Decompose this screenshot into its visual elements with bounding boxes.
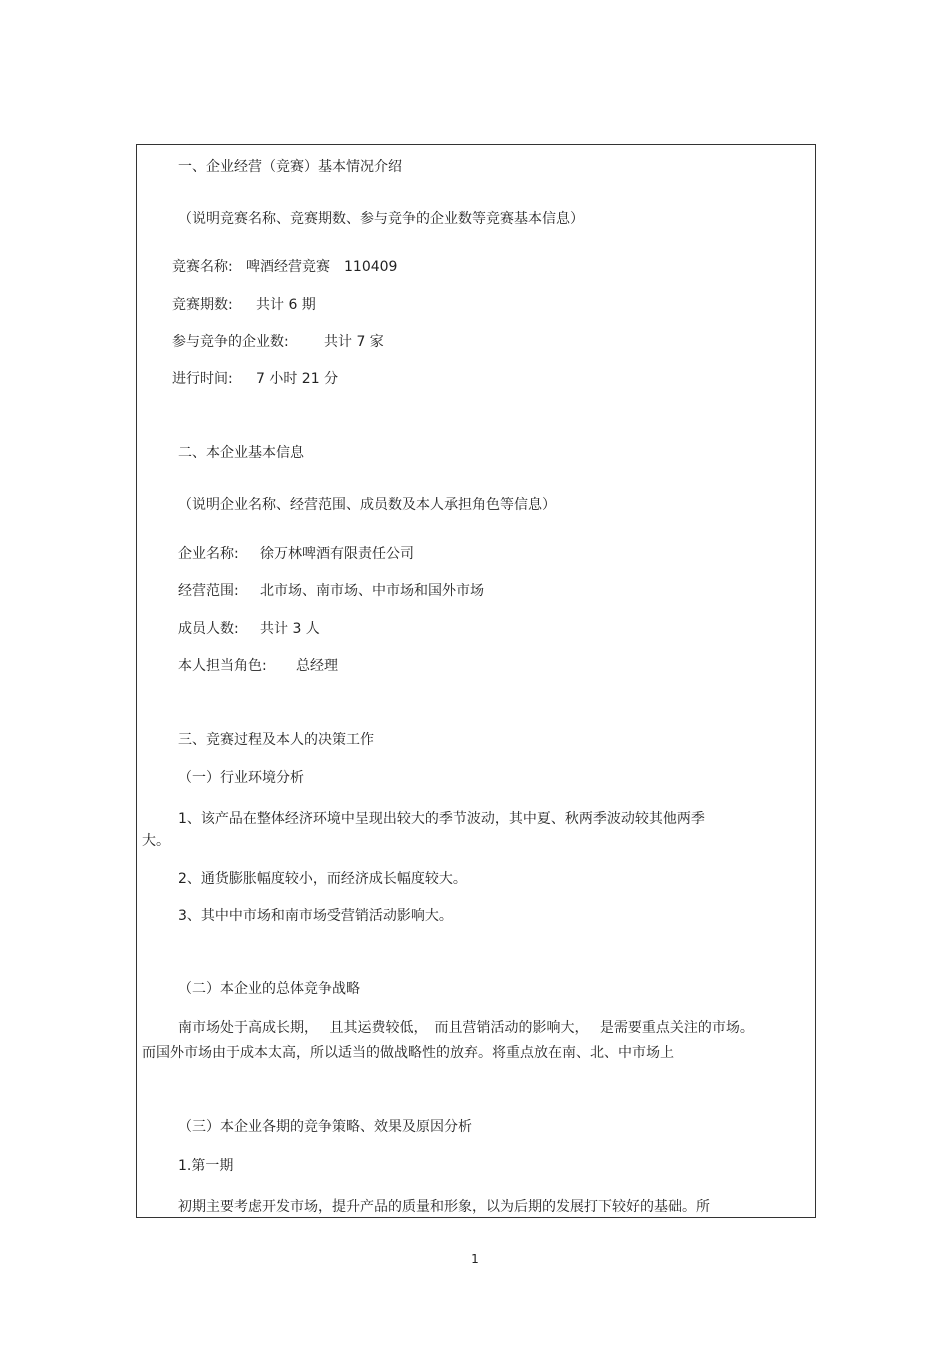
analysis-point-3: 3、其中中市场和南市场受营销活动影响大。 [178,908,453,924]
role-value: 总经理 [296,658,338,674]
strategy-line-1: 南市场处于高成长期， 且其运费较低， 而且营销活动的影响大， 是需要重点关注的市场。 [178,1020,754,1036]
analysis-point-1-line1: 1、该产品在整体经济环境中呈现出较大的季节波动，其中夏、秋两季波动较其他两季 [178,811,705,827]
analysis-point-2: 2、通货膨胀幅度较小，而经济成长幅度较大。 [178,871,467,887]
contest-periods-label: 竞赛期数: [172,297,233,313]
company-name-label: 企业名称: [178,546,239,562]
company-name-value: 徐万林啤酒有限责任公司 [260,546,414,562]
strategy-subheading: （二）本企业的总体竞争战略 [178,981,360,997]
period-1-text: 初期主要考虑开发市场，提升产品的质量和形象，以为后期的发展打下较好的基础。所 [178,1199,710,1215]
contest-periods-value: 共计 6 期 [256,297,316,313]
contest-firms-label: 参与竞争的企业数: [172,334,289,350]
contest-name-value: 啤酒经营竞赛 110409 [246,259,398,275]
business-scope-value: 北市场、南市场、中市场和国外市场 [260,583,484,599]
section3-heading: 三、竞赛过程及本人的决策工作 [178,732,374,748]
contest-time-value: 7 小时 21 分 [256,371,339,387]
analysis-point-1-line2: 大。 [142,833,170,849]
role-label: 本人担当角色: [178,658,267,674]
contest-time-label: 进行时间: [172,371,233,387]
member-count-value: 共计 3 人 [260,621,320,637]
section1-heading: 一、企业经营（竞赛）基本情况介绍 [178,159,402,175]
page-number: 1 [471,1252,479,1266]
period-strategy-subheading: （三）本企业各期的竞争策略、效果及原因分析 [178,1119,472,1135]
section2-note: （说明企业名称、经营范围、成员数及本人承担角色等信息） [178,497,556,513]
section2-heading: 二、本企业基本信息 [178,445,304,461]
business-scope-label: 经营范围: [178,583,239,599]
contest-firms-value: 共计 7 家 [324,334,384,350]
industry-analysis-subheading: （一）行业环境分析 [178,770,304,786]
strategy-line-2: 而国外市场由于成本太高，所以适当的做战略性的放弃。将重点放在南、北、中市场上 [142,1045,674,1061]
contest-name-label: 竞赛名称: [172,259,233,275]
period-1-heading: 1.第一期 [178,1158,234,1174]
member-count-label: 成员人数: [178,621,239,637]
section1-note: （说明竞赛名称、竞赛期数、参与竞争的企业数等竞赛基本信息） [178,211,584,227]
